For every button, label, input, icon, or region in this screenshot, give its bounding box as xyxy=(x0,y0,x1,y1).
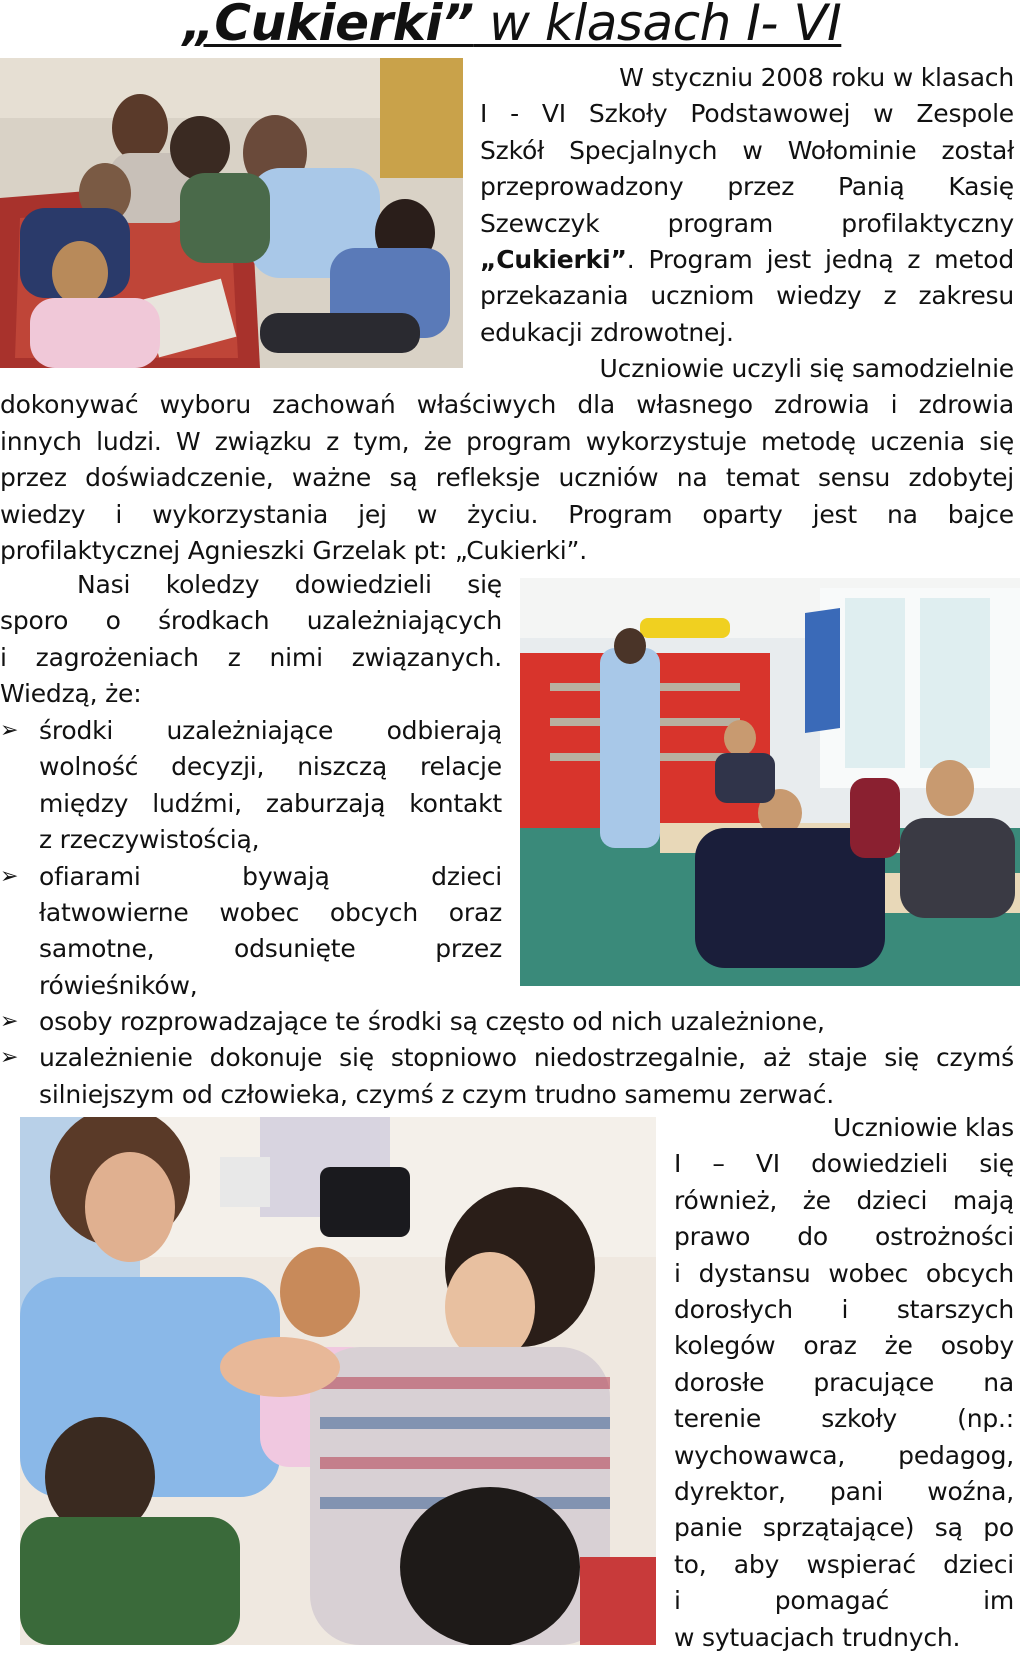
para2-line: przez doświadczenie, ważne są refleksje uczniów na temat sensu zdobytej xyxy=(0,463,1014,493)
intro-line: Szewczyk program profilaktyczny xyxy=(480,208,1014,238)
para4-line: dorosłych i starszych xyxy=(674,1295,1014,1325)
bullet-line: samotne, odsunięte przez xyxy=(39,934,502,964)
intro-line-with-bold xyxy=(480,242,1014,278)
bullet-line: środki uzależniające odbierają xyxy=(39,716,502,745)
para4-line: dyrektor, pani woźna, xyxy=(674,1477,1014,1507)
intro-line-rest: . Program jest jedną z metod xyxy=(626,245,1014,275)
bullet-line: łatwowierne wobec obcych oraz xyxy=(39,898,502,928)
para2-line: profilaktycznej Agnieszki Grzelak pt: „Cukierki”. xyxy=(0,536,588,566)
title-bold: „Cukierki” xyxy=(182,0,474,52)
photo-children-on-carpet xyxy=(0,58,463,368)
para3-line: i zagrożeniach z nimi związanych. xyxy=(0,642,502,672)
intro-line: I - VI Szkoły Podstawowej w Zespole xyxy=(480,99,1014,129)
para4-line: Uczniowie klas xyxy=(833,1113,1014,1142)
para4-line: wychowawca, pedagog, xyxy=(674,1440,1014,1470)
bullet-line: rówieśników, xyxy=(39,970,198,1000)
para2-line: dokonywać wyboru zachowań właściwych dla własnego zdrowia i zdrowia xyxy=(0,390,1014,420)
bullet-line: uzależnienie dokonuje się stopniowo niedostrzegalnie, aż staje się czymś xyxy=(39,1043,1014,1073)
para4-line: również, że dzieci mają xyxy=(674,1185,1014,1215)
para4-line: prawo do ostrożności xyxy=(674,1222,1014,1252)
photo-classroom xyxy=(520,578,1020,986)
para4-line: panie sprzątające) są po xyxy=(674,1513,1014,1543)
intro-line: edukacji zdrowotnej. xyxy=(480,317,734,347)
photo-hands-activity xyxy=(20,1117,656,1645)
paragraph-3 xyxy=(0,567,502,713)
arrow-bullet-icon: ➢ xyxy=(0,863,19,889)
para4-line: w sytuacjach trudnych. xyxy=(674,1622,961,1652)
title-rest: w klasach I- VI xyxy=(473,0,842,52)
para3-line: Nasi koledzy dowiedzieli się xyxy=(77,570,502,599)
para2-line: innych ludzi. W związku z tym, że program wykorzystuje metodę uczenia się xyxy=(0,426,1014,456)
bullet-list-narrow xyxy=(0,713,502,1004)
para4-line: i dystansu wobec obcych xyxy=(674,1258,1014,1288)
paragraph-4 xyxy=(674,1110,1014,1656)
arrow-bullet-icon: ➢ xyxy=(0,718,19,743)
para4-line: I – VI dowiedzieli się xyxy=(674,1149,1014,1179)
intro-line: W styczniu 2008 roku w klasach xyxy=(619,63,1014,92)
bullet-list-wide xyxy=(0,1004,1014,1113)
arrow-bullet-icon: ➢ xyxy=(0,1009,19,1034)
bullet-line: między ludźmi, zaburzają kontakt xyxy=(39,788,502,818)
bullet-line: wolność decyzji, niszczą relacje xyxy=(39,752,502,782)
para2-line: Uczniowie uczyli się samodzielnie xyxy=(599,354,1014,383)
para4-line: dorosłe pracujące na xyxy=(674,1367,1014,1397)
intro-paragraph xyxy=(480,60,1014,351)
bullet-item xyxy=(0,1004,1014,1040)
bullet-item xyxy=(0,859,502,1005)
para4-line: terenie szkoły (np.: xyxy=(674,1404,1014,1434)
program-name: „Cukierki” xyxy=(480,245,627,275)
bullet-line: silniejszym od człowieka, czymś z czym trudno samemu zerwać. xyxy=(39,1079,835,1109)
para3-line: Wiedzą, że: xyxy=(0,679,142,709)
para4-line: kolegów oraz że osoby xyxy=(674,1331,1014,1361)
para4-line: to, aby wspierać dzieci xyxy=(674,1549,1014,1579)
bullet-line: ofiarami bywają dzieci xyxy=(39,861,502,891)
intro-line: Szkół Specjalnych w Wołominie został xyxy=(480,135,1014,165)
para3-line: sporo o środkach uzależniających xyxy=(0,606,502,636)
page-title xyxy=(0,0,1024,50)
para4-line: i pomagać im xyxy=(674,1586,1014,1616)
intro-line: przekazania uczniom wiedzy z zakresu xyxy=(480,281,1014,311)
para2-line: wiedzy i wykorzystania jej w życiu. Program oparty jest na bajce xyxy=(0,499,1014,529)
bullet-line: z rzeczywistością, xyxy=(39,825,260,855)
bullet-item xyxy=(0,713,502,859)
paragraph-2 xyxy=(0,351,1014,569)
bullet-line: osoby rozprowadzające te środki są często od nich uzależnione, xyxy=(39,1007,825,1036)
intro-line: przeprowadzony przez Panią Kasię xyxy=(480,172,1014,202)
arrow-bullet-icon: ➢ xyxy=(0,1045,19,1071)
bullet-item xyxy=(0,1040,1014,1113)
